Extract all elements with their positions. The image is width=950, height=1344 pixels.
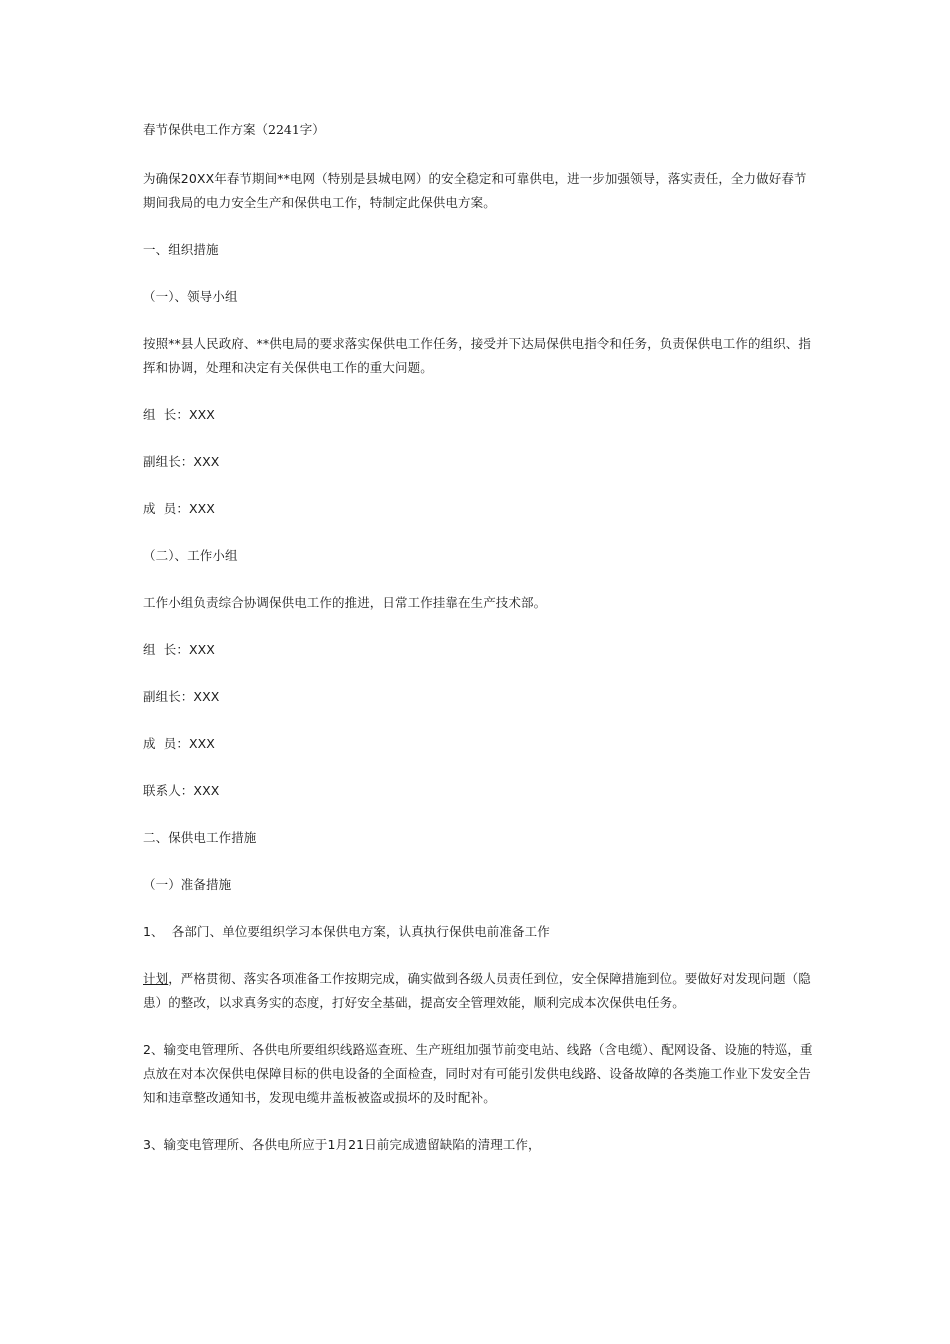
intro-paragraph: 为确保20XX年春节期间**电网（特别是县城电网）的安全稳定和可靠供电，进一步加强领导，落实责任，全力做好春节期间我局的电力安全生产和保供电工作，特制定此保供电方案。 (143, 171, 807, 210)
plan-link[interactable]: 计划 (143, 971, 169, 986)
item-1-body-text: ，严格贯彻、落实各项准备工作按期完成，确实做到各级人员责任到位，安全保障措施到位。要做好对发现问题（隐患）的整改，以求真务实的态度，打好安全基础，提高安全管理效能，顺利完成本次保供电任务。 (143, 971, 811, 1010)
working-group-leader: 组 长：XXX (143, 642, 215, 657)
working-group-deputy: 副组长：XXX (143, 689, 220, 704)
section-heading-organization: 一、组织措施 (143, 242, 219, 257)
item-1-body (143, 967, 813, 1015)
leadership-group-deputy: 副组长：XXX (143, 454, 220, 469)
working-group-contact: 联系人：XXX (143, 783, 220, 798)
subheading-leadership-group: （一）、领导小组 (143, 289, 238, 304)
document-body (143, 120, 813, 1180)
working-group-members: 成 员：XXX (143, 736, 215, 751)
section-heading-measures: 二、保供电工作措施 (143, 830, 257, 845)
item-3-paragraph: 3、输变电管理所、各供电所应于1月21日前完成遗留缺陷的清理工作， (143, 1137, 541, 1152)
item-1-heading: 1、 各部门、单位要组织学习本保供电方案，认真执行保供电前准备工作 (143, 924, 550, 939)
leadership-group-description: 按照**县人民政府、**供电局的要求落实保供电工作任务，接受并下达局保供电指令和任务，负责保供电工作的组织、指挥和协调，处理和决定有关保供电工作的重大问题。 (143, 336, 812, 375)
subheading-working-group: （二）、工作小组 (143, 548, 238, 563)
document-title: 春节保供电工作方案（2241字） (143, 122, 325, 137)
item-2-paragraph: 2、输变电管理所、各供电所要组织线路巡查班、生产班组加强节前变电站、线路（含电缆）、配网设备、设施的特巡，重点放在对本次保供电保障目标的供电设备的全面检查，同时对有可能引发供电线路、设备故障的各类施工作业下发安全告知和违章整改通知书，发现电缆井盖板被盗或损坏的及时配补。 (143, 1042, 813, 1105)
leadership-group-leader: 组 长：XXX (143, 407, 215, 422)
leadership-group-members: 成 员：XXX (143, 501, 215, 516)
working-group-description: 工作小组负责综合协调保供电工作的推进，日常工作挂靠在生产技术部。 (143, 595, 547, 610)
subheading-preparation: （一）准备措施 (143, 877, 232, 892)
